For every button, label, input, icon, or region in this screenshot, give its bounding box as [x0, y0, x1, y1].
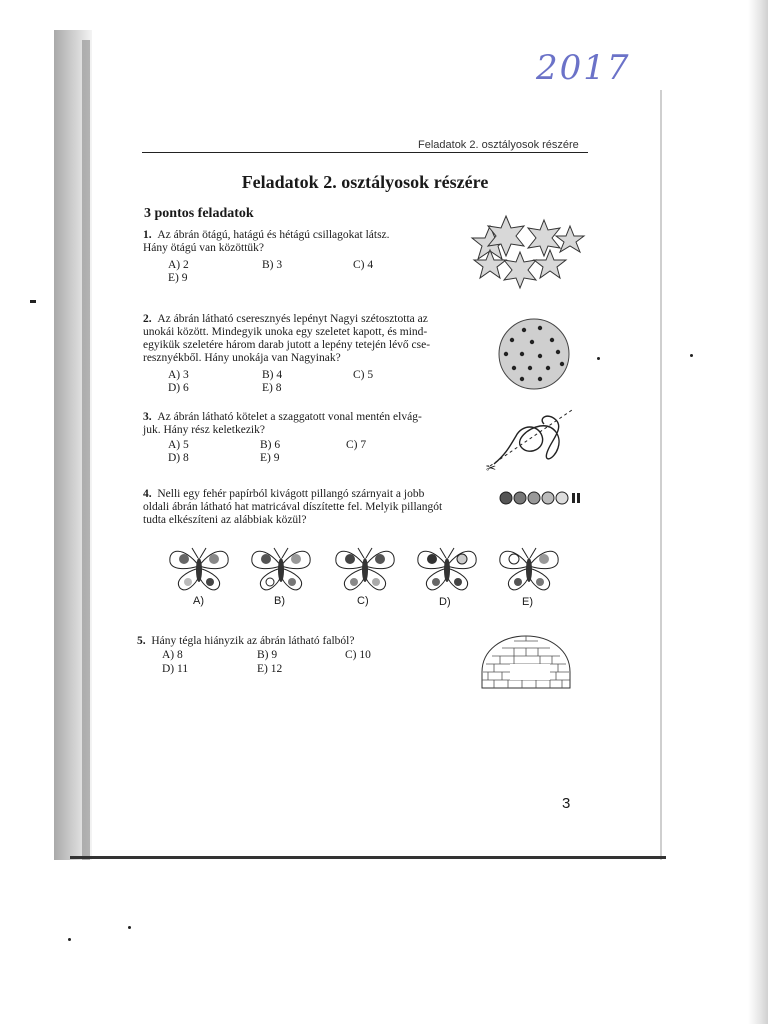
- question-text: Nelli egy fehér papírból kivágott pillangó szárnyait a jobb: [157, 488, 425, 500]
- question-number: 5.: [137, 635, 146, 647]
- scan-binding-edge: [82, 40, 90, 860]
- butterfly-label: A): [193, 595, 204, 607]
- stars-figure: [466, 212, 586, 290]
- question-2: [143, 313, 488, 365]
- butterflies-figure: [164, 536, 564, 596]
- butterfly-a: [170, 548, 228, 590]
- cherry-pie-figure: [496, 316, 576, 392]
- question-text: Hány tégla hiányzik az ábrán látható falból?: [151, 635, 355, 647]
- scan-right-strip: [748, 0, 768, 1024]
- speck: [597, 357, 600, 360]
- section-heading: 3 pontos feladatok: [144, 206, 254, 221]
- header-rule: [142, 152, 588, 153]
- option: E) 9: [168, 272, 188, 284]
- option: A) 8: [162, 649, 183, 661]
- speck: [128, 926, 131, 929]
- question-text: Az ábrán látható cseresznyés lepényt Nagyi szétosztotta az: [157, 313, 428, 325]
- stickers-figure: [496, 488, 586, 508]
- butterfly-label: D): [439, 596, 451, 608]
- speck: [690, 354, 693, 357]
- speck: [30, 300, 36, 303]
- rope-shape: [494, 416, 559, 464]
- question-text: tudta elkészíteni az alábbiak közül?: [143, 514, 307, 526]
- scissors-icon: ✂: [486, 461, 497, 474]
- star-shape: [528, 220, 560, 256]
- option: E) 12: [257, 663, 283, 675]
- butterfly-label: B): [274, 595, 285, 607]
- option: B) 4: [262, 369, 283, 381]
- option: B) 6: [260, 439, 281, 451]
- option: B) 9: [257, 649, 278, 661]
- option: D) 8: [168, 452, 189, 464]
- star-shape: [534, 250, 566, 278]
- question-text: Az ábrán látható kötelet a szaggatott vonal mentén elvág-: [157, 411, 422, 423]
- brick-wall-figure: [478, 632, 574, 690]
- butterfly-c: [336, 548, 394, 590]
- handwritten-note: 2017: [536, 48, 631, 88]
- butterfly-b: [252, 548, 310, 590]
- option: D) 6: [168, 382, 189, 394]
- question-3: [143, 411, 483, 437]
- page-title: Feladatok 2. osztályosok részére: [241, 172, 489, 192]
- option: E) 8: [262, 382, 282, 394]
- option: C) 4: [353, 259, 374, 271]
- speck: [68, 938, 71, 941]
- question-number: 1.: [143, 229, 152, 241]
- question-1: [143, 229, 463, 255]
- page-edge-right: [660, 90, 662, 860]
- question-number: 2.: [143, 313, 152, 325]
- option: C) 5: [353, 369, 374, 381]
- option: A) 2: [168, 259, 189, 271]
- option: C) 10: [345, 649, 371, 661]
- option: D) 11: [162, 663, 189, 675]
- butterfly-label: E): [522, 596, 533, 608]
- butterfly-label: C): [357, 595, 369, 607]
- option: A) 5: [168, 439, 189, 451]
- option: B) 3: [262, 259, 283, 271]
- option: A) 3: [168, 369, 189, 381]
- page-edge-bottom: [70, 856, 666, 859]
- butterfly-e: [500, 548, 558, 590]
- question-4: [143, 488, 483, 527]
- page-number: 3: [562, 795, 571, 812]
- question-number: 4.: [143, 488, 152, 500]
- question-text: oldali ábrán látható hat matricával díszítette fel. Melyik pillangót: [143, 501, 443, 513]
- star-shape: [474, 250, 506, 278]
- question-number: 3.: [143, 411, 152, 423]
- option: E) 9: [260, 452, 280, 464]
- question-5: [137, 635, 437, 648]
- star-shape: [504, 252, 536, 288]
- question-text: Az ábrán ötágú, hatágú és hétágú csillagokat látsz.: [157, 229, 390, 241]
- question-text: juk. Hány rész keletkezik?: [143, 424, 265, 436]
- question-text: egyikük szeletére három darab jutott a lepény tetején lévő cse-: [143, 339, 431, 351]
- question-text: unokái között. Mindegyik unoka egy szeletet kapott, és mind-: [143, 326, 428, 338]
- question-text: resznyékből. Hány unokája van Nagyinak?: [143, 352, 341, 364]
- butterfly-d: [418, 548, 476, 590]
- option: C) 7: [346, 439, 367, 451]
- rope-figure: [486, 406, 576, 474]
- running-head: Feladatok 2. osztályosok részére: [418, 139, 579, 151]
- question-text: Hány ötágú van közöttük?: [143, 242, 265, 254]
